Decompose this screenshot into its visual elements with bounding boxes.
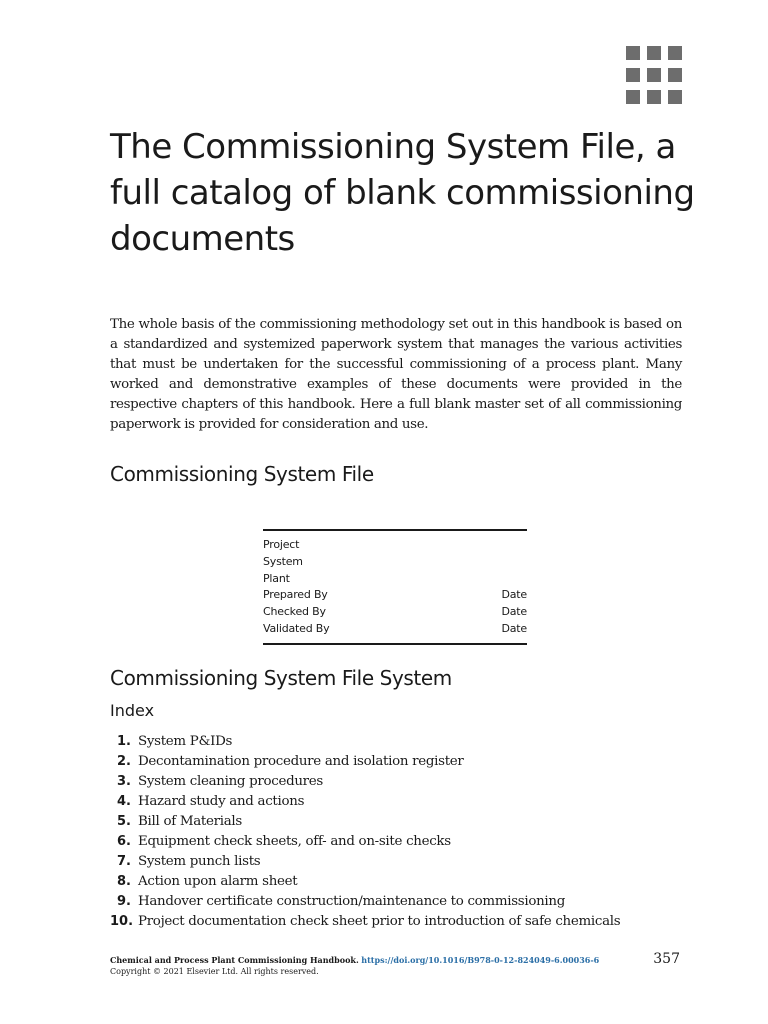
info-row-checked-by (263, 604, 527, 621)
section-heading-commissioning-system-file-system: Commissioning System File System (110, 666, 452, 690)
chapter-mark-square (647, 46, 661, 60)
chapter-title: The Commissioning System File, a full catalog of blank commissioning documents (110, 127, 695, 259)
section-heading-commissioning-system-file: Commissioning System File (110, 462, 374, 486)
list-item-number: 6. (117, 834, 131, 849)
list-item-text: Equipment check sheets, off- and on-site checks (138, 834, 451, 849)
index-heading: Index (110, 701, 155, 720)
list-item-text: System P&IDs (138, 734, 233, 749)
info-row-plant (263, 571, 527, 588)
doi-link[interactable]: https://doi.org/10.1016/B978-0-12-824049-6.00036-6 (361, 955, 600, 965)
chapter-mark-square (647, 90, 661, 104)
list-item-number: 7. (117, 854, 131, 869)
info-row-validated-by (263, 621, 527, 638)
info-date-label: Date (501, 621, 527, 635)
list-item-number: 9. (117, 894, 131, 909)
info-row-system (263, 554, 527, 571)
list-item-number: 4. (117, 794, 131, 809)
footer-book-title: Chemical and Process Plant Commissioning Handbook. (110, 955, 359, 965)
info-label: Validated By (263, 621, 330, 635)
list-item-text: Handover certificate construction/maintenance to commissioning (138, 894, 565, 909)
info-date-label: Date (501, 588, 527, 602)
chapter-mark-square (626, 90, 640, 104)
list-item-text: Hazard study and actions (138, 794, 305, 809)
info-row-prepared-by (263, 587, 527, 604)
chapter-mark-square (668, 46, 682, 60)
list-item-text: Project documentation check sheet prior to introduction of safe chemicals (138, 914, 621, 929)
footer-citation-line (110, 955, 599, 966)
chapter-mark-square (647, 68, 661, 82)
info-label: System (263, 554, 303, 568)
info-label: Project (263, 538, 300, 551)
list-item-text: Action upon alarm sheet (138, 874, 298, 889)
info-label: Plant (263, 571, 290, 585)
info-label: Checked By (263, 605, 326, 619)
info-date-label: Date (501, 605, 527, 619)
list-item-text: Decontamination procedure and isolation register (138, 754, 464, 769)
chapter-mark-square (626, 68, 640, 82)
footer-copyright: Copyright © 2021 Elsevier Ltd. All rights reserved. (110, 967, 319, 976)
list-item-text: Bill of Materials (138, 814, 242, 829)
list-item-number: 3. (117, 774, 131, 789)
page-number: 357 (653, 951, 680, 967)
chapter-mark-square (668, 90, 682, 104)
list-item-number: 1. (117, 734, 131, 749)
chapter-mark-square (668, 68, 682, 82)
list-item-number: 5. (117, 814, 131, 829)
chapter-mark-square (626, 46, 640, 60)
list-item-number: 10. (110, 914, 134, 929)
list-item-number: 8. (117, 874, 131, 889)
chapter-mark-icon (626, 46, 682, 104)
document-info-table (263, 529, 527, 645)
info-row-project (263, 537, 527, 554)
list-item-number: 2. (117, 754, 131, 769)
intro-paragraph: The whole basis of the commissioning methodology set out in this handbook is based on a standardized and systemized paperwork system that manages the various activities that must be undertaken for the successful commissioning of a process plant. Many worked and demonstrative examples of these documents were provided in the respective chapters of this handbook. Here a full blank master set of all commissioning paperwork is provided for consideration and use. (110, 317, 682, 432)
info-label: Prepared By (263, 588, 328, 602)
list-item-text: System cleaning procedures (138, 774, 323, 789)
page-footer (110, 955, 599, 977)
list-item-text: System punch lists (138, 854, 261, 869)
